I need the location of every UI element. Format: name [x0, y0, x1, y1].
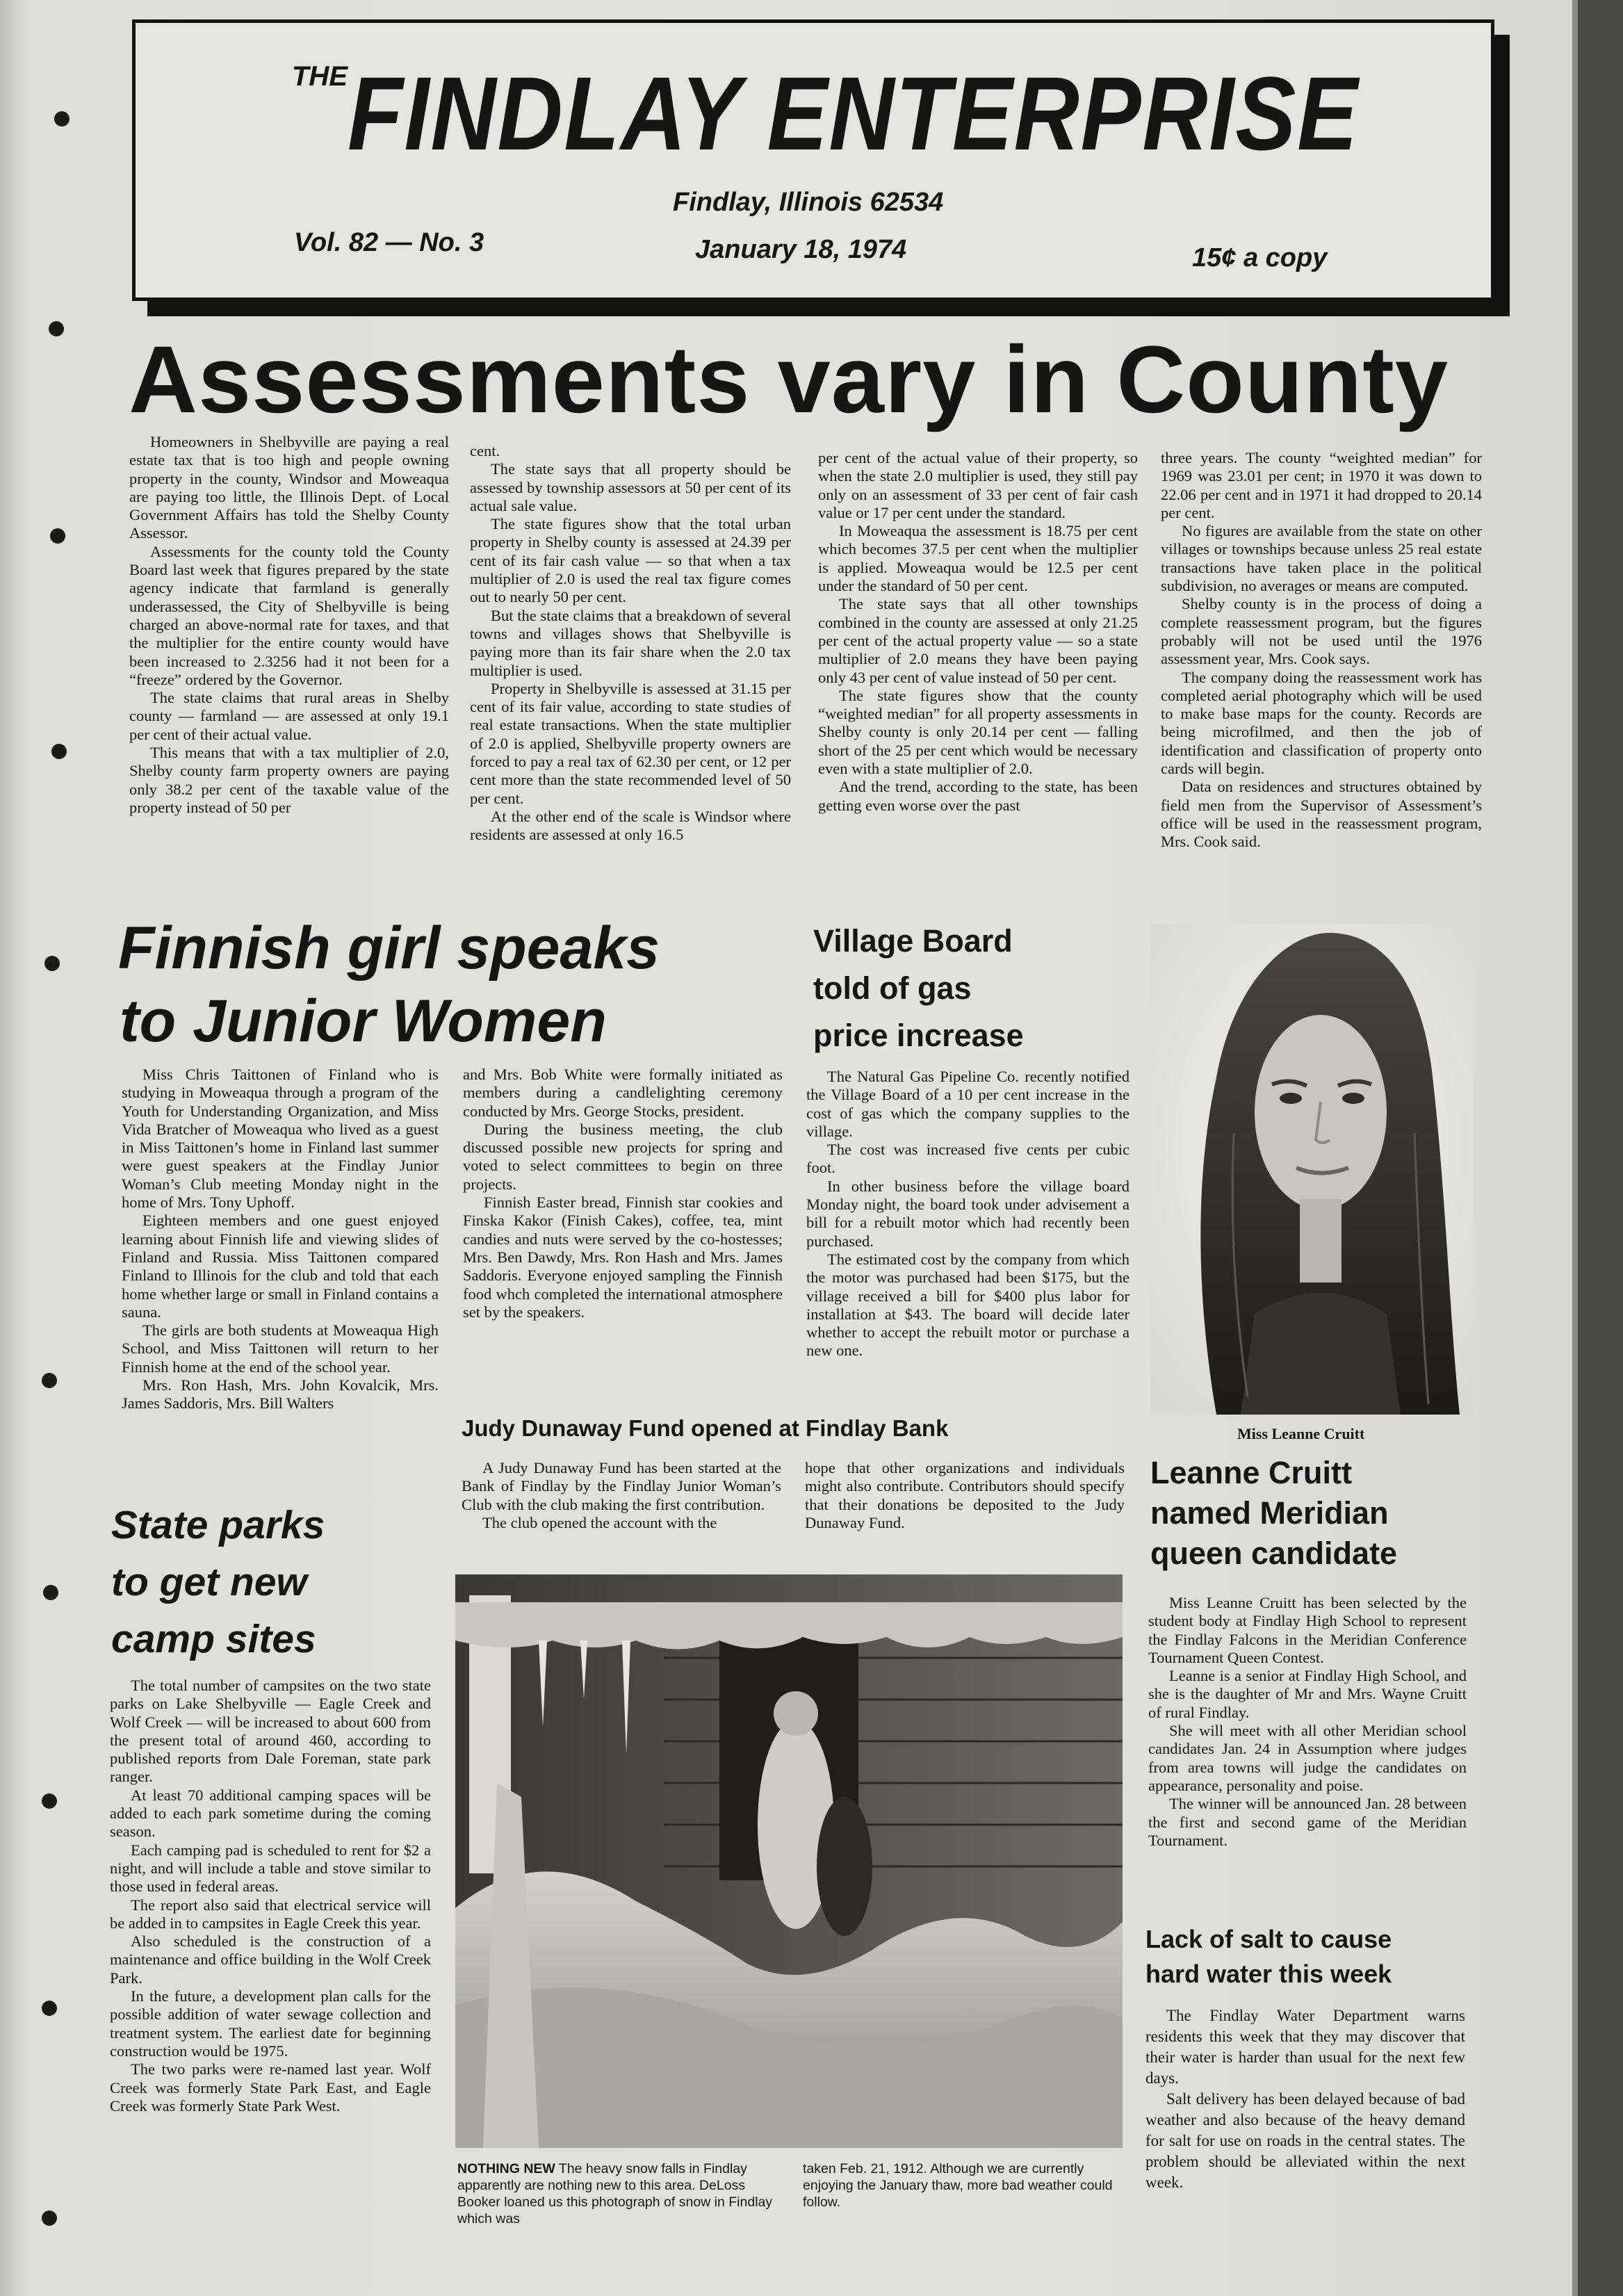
snow-scene-illustration	[455, 1574, 1123, 2148]
paragraph: The state figures show that the total urban property in Shelby county is assessed at 24.39 per cent of its fair cash value — so that when a tax multiplier of 2.0 is used the real tax figure comes out to nearly 50 per cent.	[470, 515, 791, 606]
paragraph: The state claims that rural areas in Shelby county — farmland — are assessed at only 19.1 per cent of their actual value.	[129, 689, 449, 743]
paragraph: In other business before the village board Monday night, the board took under advisement a bill for a rebuilt motor which had recently been purchased.	[806, 1177, 1129, 1250]
paragraph: The girls are both students at Moweaqua High School, and Miss Taittonen will return to her Finnish home at the end of the school year.	[122, 1321, 439, 1376]
snow-photo	[455, 1574, 1123, 2148]
binder-hole	[50, 528, 65, 544]
parks-headline-line-2: to get new	[111, 1560, 307, 1604]
lead-headline: Assessments vary in County	[129, 327, 1449, 433]
finnish-column-1	[122, 1066, 439, 1413]
assessments-column-3	[818, 449, 1138, 815]
caption-lead: NOTHING NEW	[457, 2161, 555, 2176]
finnish-headline-line-2: to Junior Women	[120, 988, 607, 1055]
paragraph: A Judy Dunaway Fund has been started at the Bank of Findlay by the Findlay Junior Woman’s Club with the club making the first contribution.	[462, 1459, 781, 1513]
assessments-column-1	[129, 433, 449, 817]
paragraph: Homeowners in Shelbyville are paying a real estate tax that is too high and people owning property in the county, Windsor and Moweaqua are paying too little, the Illinois Dept. of Local Government Affairs has told the Shelby County Assessor.	[129, 433, 449, 542]
salt-headline-line-1: Lack of salt to cause	[1145, 1925, 1392, 1953]
binder-hole	[51, 744, 67, 759]
village-article-body	[806, 1068, 1129, 1360]
paragraph: The winner will be announced Jan. 28 between the first and second game of the Meridian Tournament.	[1148, 1795, 1467, 1849]
paragraph: three years. The county “weighted median” for 1969 was 23.01 per cent; in 1970 it was down to 22.06 per cent and in 1971 it had dropped to 20.14 per cent.	[1161, 449, 1482, 521]
paragraph: The two parks were re-named last year. Wolf Creek was formerly State Park East, and Eagle Creek was formerly State Park West.	[110, 2060, 431, 2115]
binder-hole	[42, 1793, 57, 1809]
paragraph: The report also said that electrical service will be added in to campsites in Eagle Creek this year.	[110, 1896, 431, 1932]
assessments-column-4	[1161, 449, 1482, 852]
paragraph: Shelby county is in the process of doing a complete reassessment program, but the figures probably will not be used until the 1976 assessment year, Mrs. Cook says.	[1161, 595, 1482, 668]
paragraph: The club opened the account with the	[482, 1513, 717, 1531]
masthead-the: THE	[292, 61, 348, 92]
leanne-article-body	[1148, 1594, 1467, 1850]
paragraph: The state figures show that the county “weighted median” for all property assessments in Shelby county is only 20.14 per cent — falling short of the 25 per cent which would be necessary even with a state multiplier of 2.0.	[818, 686, 1138, 778]
paragraph: Mrs. Ron Hash, Mrs. John Kovalcik, Mrs. James Saddoris, Mrs. Bill Walters	[122, 1376, 439, 1412]
binder-hole	[42, 2210, 57, 2226]
paragraph: Assessments for the county told the County Board last week that figures prepared by the state agency indicate that farmland is generally underassessed, the City of Shelbyville is being charged an above-normal rate for taxes, and that the multiplier for the entire county would have been increased to 2.3256 had it not been for a “freeze” ordered by the Governor.	[129, 542, 449, 688]
masthead-volume: Vol. 82 — No. 3	[294, 228, 484, 257]
paragraph: Leanne is a senior at Findlay High School, and she is the daughter of Mr and Mrs. Wayne Cruitt of rural Findlay.	[1148, 1667, 1467, 1721]
binder-hole	[43, 1585, 58, 1600]
salt-headline	[1145, 1922, 1392, 1992]
binder-hole	[42, 2001, 57, 2016]
paragraph: The total number of campsites on the two state parks on Lake Shelbyville — Eagle Creek and Wolf Creek — will be increased to about 600 from the present total of around 460, according to published reports from Dale Foreman, state park ranger.	[110, 1677, 431, 1786]
parks-headline-line-1: State parks	[111, 1503, 325, 1547]
paragraph: and Mrs. Bob White were formally initiated as members during a candlelighting ceremony conducted by Mrs. George Stocks, president.	[463, 1066, 783, 1120]
paragraph: Data on residences and structures obtained by field men from the Supervisor of Assessment’s office will be used in the reassessment program, Mrs. Cook said.	[1161, 778, 1482, 851]
portrait-photo	[1150, 925, 1474, 1415]
paragraph: Miss Chris Taittonen of Finland who is studying in Moweaqua through a program of the Youth for Understanding Organization, and Miss Vida Bratcher of Moweaqua who lived as a guest in Miss Taittonen’s home in Finland last summer were guest speakers at the Findlay Junior Woman’s Club meeting Monday night in the home of Mrs. Tony Uphoff.	[122, 1066, 439, 1212]
judy-column-1	[462, 1459, 781, 1532]
caption-text: The heavy snow falls in Findlay apparently are nothing new to this area. DeLoss Booker loaned us this photograph of snow in Findlay which was	[457, 2161, 773, 2226]
paragraph: The cost was increased five cents per cubic foot.	[806, 1141, 1129, 1177]
leanne-headline-line-1: Leanne Cruitt	[1150, 1455, 1353, 1490]
snow-photo-caption-2: taken Feb. 21, 1912. Although we are currently enjoying the January thaw, more bad weather could follow.	[803, 2161, 1113, 2210]
paragraph: The estimated cost by the company from which the motor was purchased had been $175, but the village received a bill for $400 plus labor for installation at $43. The board will decide later whether to accept the rebuilt motor or purchase a new one.	[806, 1250, 1129, 1360]
parks-headline	[111, 1497, 325, 1668]
paragraph: During the business meeting, the club discussed possible new projects for spring and voted to select committees to begin on three projects.	[463, 1120, 783, 1193]
village-headline-line-1: Village Board	[813, 923, 1013, 959]
paragraph: The company doing the reassessment work has completed aerial photography which will be used to make base maps for the county. Records are being microfilmed, and then the job of identification and classification of property onto cards will begin.	[1161, 668, 1482, 778]
masthead-date: January 18, 1974	[695, 235, 907, 264]
finnish-column-2	[463, 1066, 783, 1321]
portrait-caption: Miss Leanne Cruitt	[1237, 1425, 1365, 1442]
portrait-illustration	[1150, 925, 1474, 1415]
masthead-title: FINDLAY ENTERPRISE	[348, 55, 1359, 172]
paragraph: Also scheduled is the construction of a maintenance and office building in the Wolf Creek Park.	[110, 1932, 431, 1987]
paragraph: per cent of the actual value of their property, so when the state 2.0 multiplier is used, they still pay only on an assessment of 33 per cent of fair cash value or 17 per cent under the standard.	[818, 449, 1138, 521]
binder-hole	[42, 1373, 57, 1388]
salt-headline-line-2: hard water this week	[1145, 1960, 1392, 1988]
paragraph: cent.	[470, 442, 500, 459]
paragraph: Finnish Easter bread, Finnish star cookies and Finska Kakor (Finish Cakes), coffee, tea, mint candies and nuts were served by the co-hostesses; Mrs. Ben Dawdy, Mrs. Ron Hash and Mrs. James Saddoris. Everyone enjoyed sampling the Finnish food whch completed the international atmosphere set by the speakers.	[463, 1194, 783, 1321]
paragraph: In Moweaqua the assessment is 18.75 per cent which becomes 37.5 per cent when the multiplier is applied. Moweaqua would be 12.5 per cent under the standard of 50 per cent.	[818, 522, 1138, 595]
leanne-headline-line-2: named Meridian	[1150, 1495, 1389, 1531]
paragraph: She will meet with all other Meridian school candidates Jan. 24 in Assumption where judges from area towns will judge the candidates on appearance, personality and poise.	[1148, 1722, 1467, 1794]
paragraph: And the trend, according to the state, has been getting even worse over the past	[818, 778, 1138, 814]
paragraph: The Findlay Water Department warns residents this week that they may discover that their water is harder than usual for the next few days.	[1145, 2007, 1465, 2087]
paragraph: The Natural Gas Pipeline Co. recently notified the Village Board of a 10 per cent increase in the cost of gas which the company supplies to the village.	[806, 1068, 1129, 1140]
paragraph: This means that with a tax multiplier of 2.0, Shelby county farm property owners are paying only 38.2 per cent of the taxable value of the property instead of 50 per	[129, 744, 449, 816]
paragraph: No figures are available from the state on other villages or townships because unless 25 real estate transactions have taken place in the political subdivision, no averages or means are computed.	[1161, 522, 1482, 595]
leanne-headline	[1150, 1453, 1397, 1574]
paragraph: At the other end of the scale is Windsor where residents are assessed at only 16.5	[470, 807, 791, 844]
paragraph: Miss Leanne Cruitt has been selected by the student body at Findlay High School to represent the Findlay Falcons in the Meridian Conference Tournament Queen Contest.	[1148, 1594, 1467, 1666]
binder-hole	[49, 321, 64, 336]
binding-spine	[1578, 0, 1623, 2296]
paragraph: Salt delivery has been delayed because of bad weather and also because of the heavy demand for salt for use on roads in the central states. The problem should be alleviated within the next week.	[1145, 2090, 1465, 2191]
masthead-location: Findlay, Illinois 62534	[673, 188, 944, 217]
paragraph: At least 70 additional camping spaces will be added to each park sometime during the coming season.	[110, 1786, 431, 1841]
paragraph: hope that other organizations and individuals might also contribute. Contributors should specify that their donations be deposited to the Judy Dunaway Fund.	[805, 1459, 1125, 1531]
village-headline-line-3: price increase	[813, 1018, 1024, 1053]
leanne-headline-line-3: queen candidate	[1150, 1536, 1398, 1571]
paragraph: Eighteen members and one guest enjoyed learning about Finnish life and viewing slides of Finland and Russia. Miss Taittonen compared Finland to Illinois for the club and told that each home whether large or small in Finland contains a sauna.	[122, 1212, 439, 1321]
binder-hole	[54, 111, 70, 127]
paragraph: But the state claims that a breakdown of several towns and villages shows that Shelbyville is paying more than its fair share when the 2.0 tax multiplier is used.	[470, 606, 791, 679]
paragraph: The state says that all other townships combined in the county are assessed at only 21.25 per cent of the actual property value — so a state multiplier of 2.0 means they have been paying only 43 per cent of value instead of 50 per cent.	[818, 595, 1138, 686]
finnish-headline-line-1: Finnish girl speaks	[118, 915, 660, 982]
paragraph: Each camping pad is scheduled to rent for $2 a night, and will include a table and stove similar to those used in federal areas.	[110, 1841, 431, 1896]
salt-article-body	[1145, 2005, 1465, 2193]
paragraph: In the future, a development plan calls for the possible addition of water sewage collection and treatment system. The earliest date for beginning construction would be 1975.	[110, 1987, 431, 2060]
village-headline-line-2: told of gas	[813, 970, 972, 1006]
village-headline	[813, 918, 1024, 1059]
paragraph: The state says that all property should be assessed by township assessors at 50 per cent of its actual sale value.	[470, 460, 791, 514]
binder-hole	[44, 956, 60, 971]
judy-column-2	[805, 1459, 1125, 1532]
judy-headline: Judy Dunaway Fund opened at Findlay Bank	[462, 1415, 949, 1441]
masthead-price: 15¢ a copy	[1192, 243, 1328, 272]
paragraph: Property in Shelbyville is assessed at 31.15 per cent of its fair value, according to state studies of real estate transactions. When the state multiplier of 2.0 is applied, Shelbyville property owners are forced to pay a real tax of 62.30 per cent, or 12 per cent more than the state recommended level of 50 per cent.	[470, 679, 791, 807]
assessments-column-2	[470, 442, 791, 845]
snow-photo-caption-1	[457, 2160, 781, 2227]
parks-headline-line-3: camp sites	[111, 1617, 316, 1661]
parks-article-body	[110, 1677, 431, 2115]
